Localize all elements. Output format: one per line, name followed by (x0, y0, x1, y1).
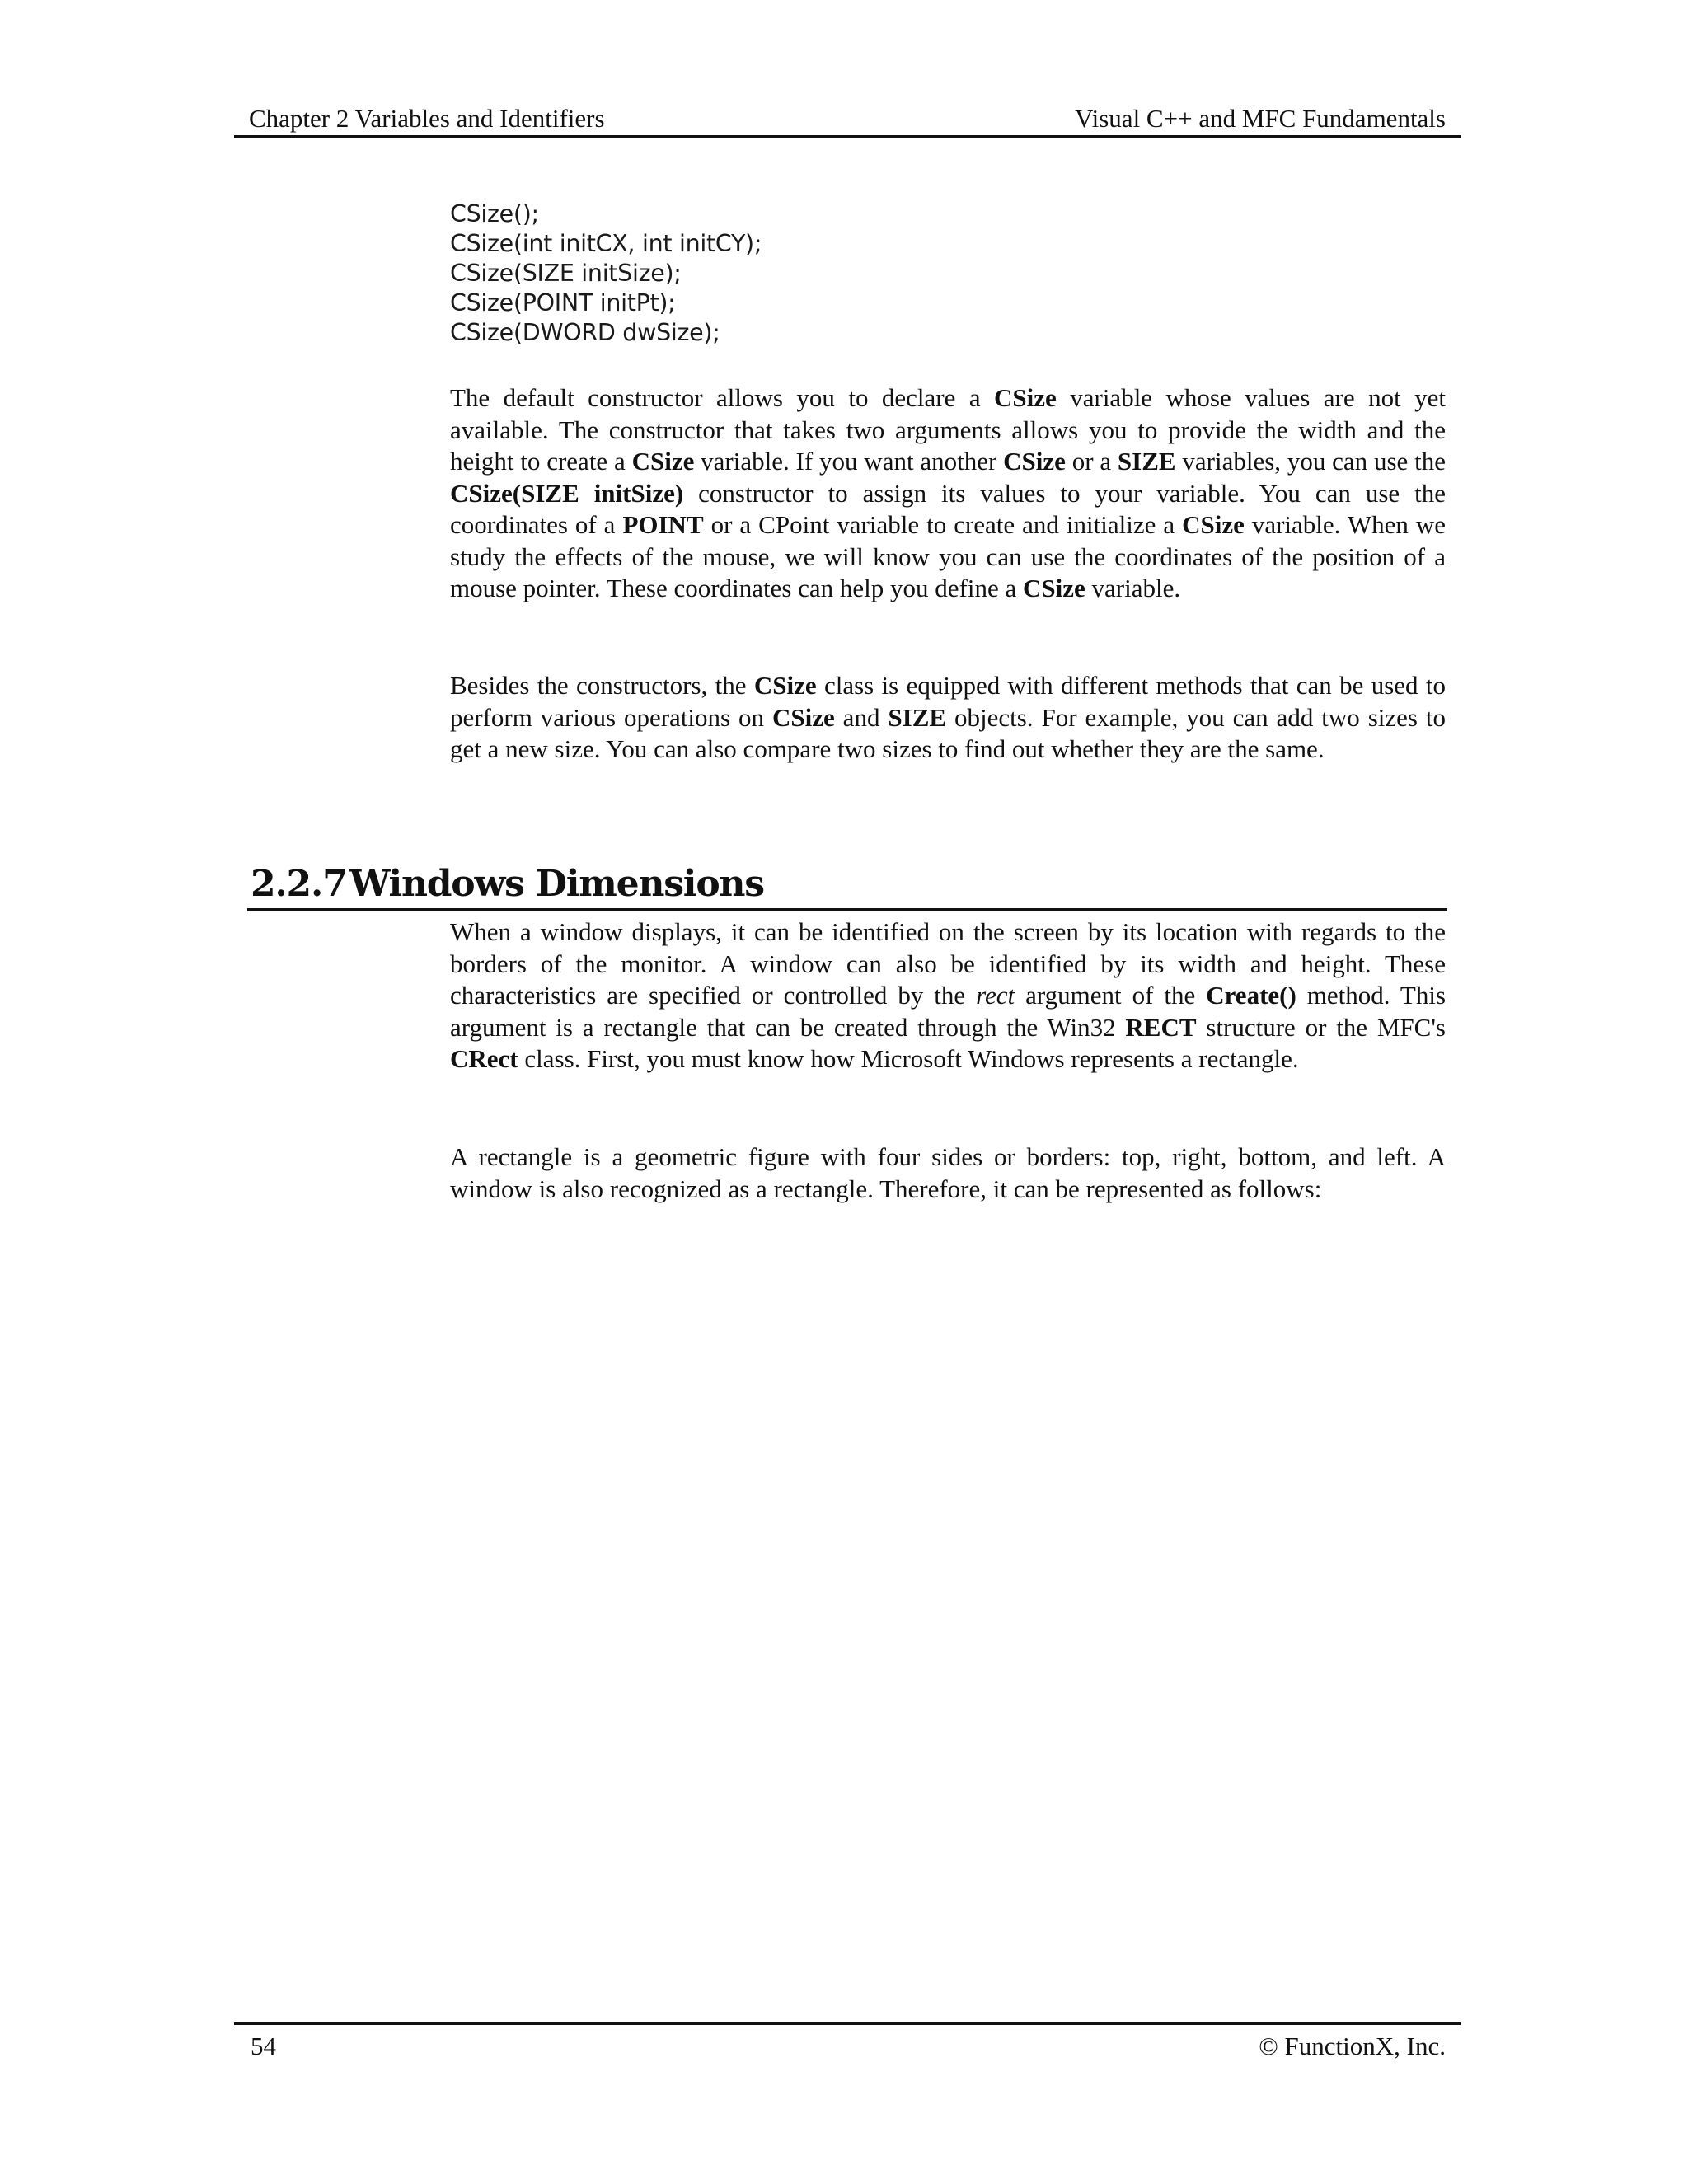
paragraph-csize-constructors: The default constructor allows you to declare a CSize variable whose values are not yet available. The constructor that takes two arguments allows you to provide the width and the height to create a CSize variable. If you want another CSize or a SIZE variables, you can use the CSize(SIZE initSize) constructor to assign its values to your variable. You can use the coordinates of a POINT or a CPoint variable to create and initialize a CSize variable. When we study the effects of the mouse, we will know you can use the coordinates of the position of a mouse pointer. These coordinates can help you define a CSize variable. (450, 383, 1447, 602)
bold-term: POINT (622, 510, 704, 539)
bold-term: RECT (1125, 1012, 1197, 1042)
page-number: 54 (251, 2032, 276, 2060)
bold-term: CSize (1023, 574, 1085, 602)
header-book-title: Visual C++ and MFC Fundamentals (1075, 104, 1446, 133)
paragraph-window-location: When a window displays, it can be identified on the screen by its location with regards to the borders of the monitor. A window can also be identified by its width and height. These characteristics are specified or controlled by the rect argument of the Create() method. This argument is a rectangle that can be created through the Win32 RECT structure or the MFC's CRect class. First, you must know how Microsoft Windows represents a rectangle. (450, 917, 1447, 1073)
bold-term: CSize (1003, 447, 1066, 476)
paragraph-rectangle: A rectangle is a geometric figure with four sides or borders: top, right, bottom, and left. A window is also recognized as a rectangle. Therefore, it can be represented as follows: (450, 1142, 1446, 1203)
paragraph-csize-methods: Besides the constructors, the CSize class is equipped with different methods that can be used to perform various operations on CSize and SIZE objects. For example, you can add two sizes to get a new size. You can also compare two sizes to find out whether they are the same. (450, 671, 1447, 763)
bold-term: CRect (450, 1044, 518, 1073)
section-title: Windows Dimensions (349, 863, 764, 905)
section-number: 2.2.7 (251, 863, 347, 905)
section-heading (247, 855, 1447, 911)
code-line: CSize(SIZE initSize); (450, 260, 682, 287)
bold-term: CSize (771, 702, 835, 732)
code-line: CSize(DWORD dwSize); (450, 319, 720, 346)
bold-term: CSize (753, 671, 817, 700)
code-line: CSize(int initCX, int initCY); (450, 230, 762, 257)
code-line: CSize(POINT initPt); (450, 289, 676, 316)
bold-term: SIZE (888, 702, 947, 732)
code-block (450, 199, 1439, 348)
bold-term: CSize (994, 383, 1057, 412)
bold-term: CSize (631, 447, 695, 476)
header-chapter-title: Chapter 2 Variables and Identifiers (249, 104, 605, 133)
bold-term: CSize(SIZE initSize) (450, 478, 684, 508)
copyright-notice: © FunctionX, Inc. (1259, 2032, 1446, 2060)
code-line: CSize(); (450, 200, 539, 227)
bold-term: CSize (1182, 510, 1245, 539)
italic-term: rect (976, 981, 1015, 1010)
page-footer (234, 2022, 1461, 2068)
bold-term: SIZE (1117, 447, 1176, 476)
page-header (234, 96, 1461, 138)
bold-term: Create() (1206, 981, 1296, 1010)
